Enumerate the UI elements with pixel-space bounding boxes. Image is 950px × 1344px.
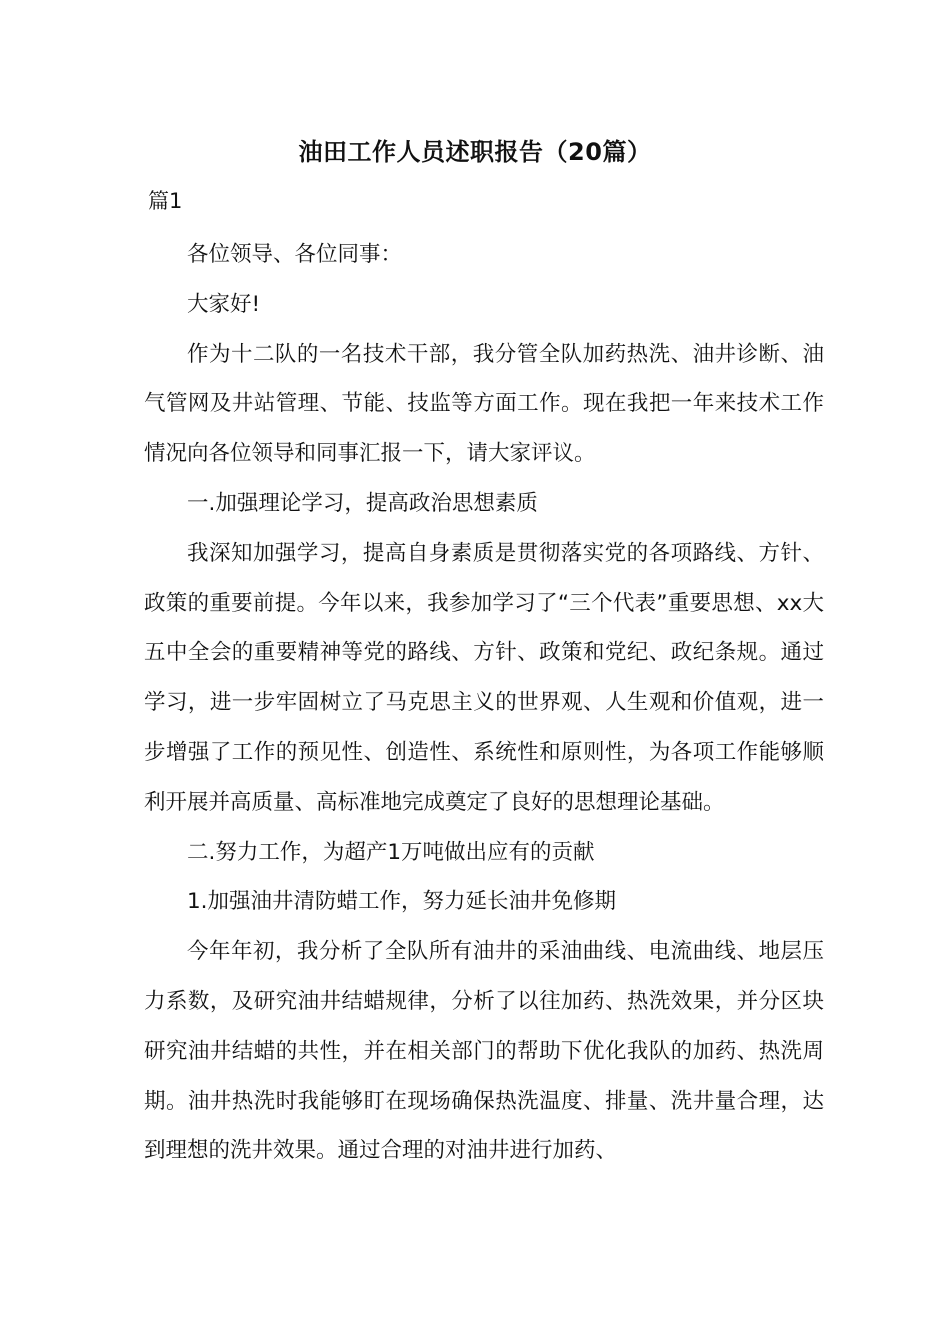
paragraph-hello: 大家好! xyxy=(187,291,261,317)
paragraph-wax-control: 今年年初，我分析了全队所有油井的采油曲线、电流曲线、地层压力系数，及研究油井结蜡规律，分析了以往加药、热洗效果，并分区块研究油井结蜡的共性，并在相关部门的帮助下优化我队的加药、热洗周期。油井热洗时我能够盯在现场确保热洗温度、排量、洗井量合理，达到理想的洗井效果。通过合理的对油井进行加药、 xyxy=(144,939,824,1164)
section-label: 篇1 xyxy=(148,189,183,213)
paragraph-intro: 作为十二队的一名技术干部，我分管全队加药热洗、油井诊断、油气管网及井站管理、节能、技监等方面工作。现在我把一年来技术工作情况向各位领导和同事汇报一下，请大家评议。 xyxy=(144,341,824,467)
document-body xyxy=(144,230,824,1176)
heading-section-2: 二.努力工作，为超产1万吨做出应有的贡献 xyxy=(187,839,595,865)
document-title: 油田工作人员述职报告（20篇） xyxy=(298,138,652,166)
heading-subsection-1: 1.加强油井清防蜡工作，努力延长油井免修期 xyxy=(187,889,617,915)
paragraph-greeting: 各位领导、各位同事： xyxy=(187,242,403,267)
paragraph-study: 我深知加强学习，提高自身素质是贯彻落实党的各项路线、方针、政策的重要前提。今年以来，我参加学习了“三个代表”重要思想、xx大五中全会的重要精神等党的路线、方针、政策和党纪、政纪条规。通过学习，进一步牢固树立了马克思主义的世界观、人生观和价值观，进一步增强了工作的预见性、创造性、系统性和原则性，为各项工作能够顺利开展并高质量、高标准地完成奠定了良好的思想理论基础。 xyxy=(144,540,824,815)
heading-section-1: 一.加强理论学习，提高政治思想素质 xyxy=(187,490,538,516)
